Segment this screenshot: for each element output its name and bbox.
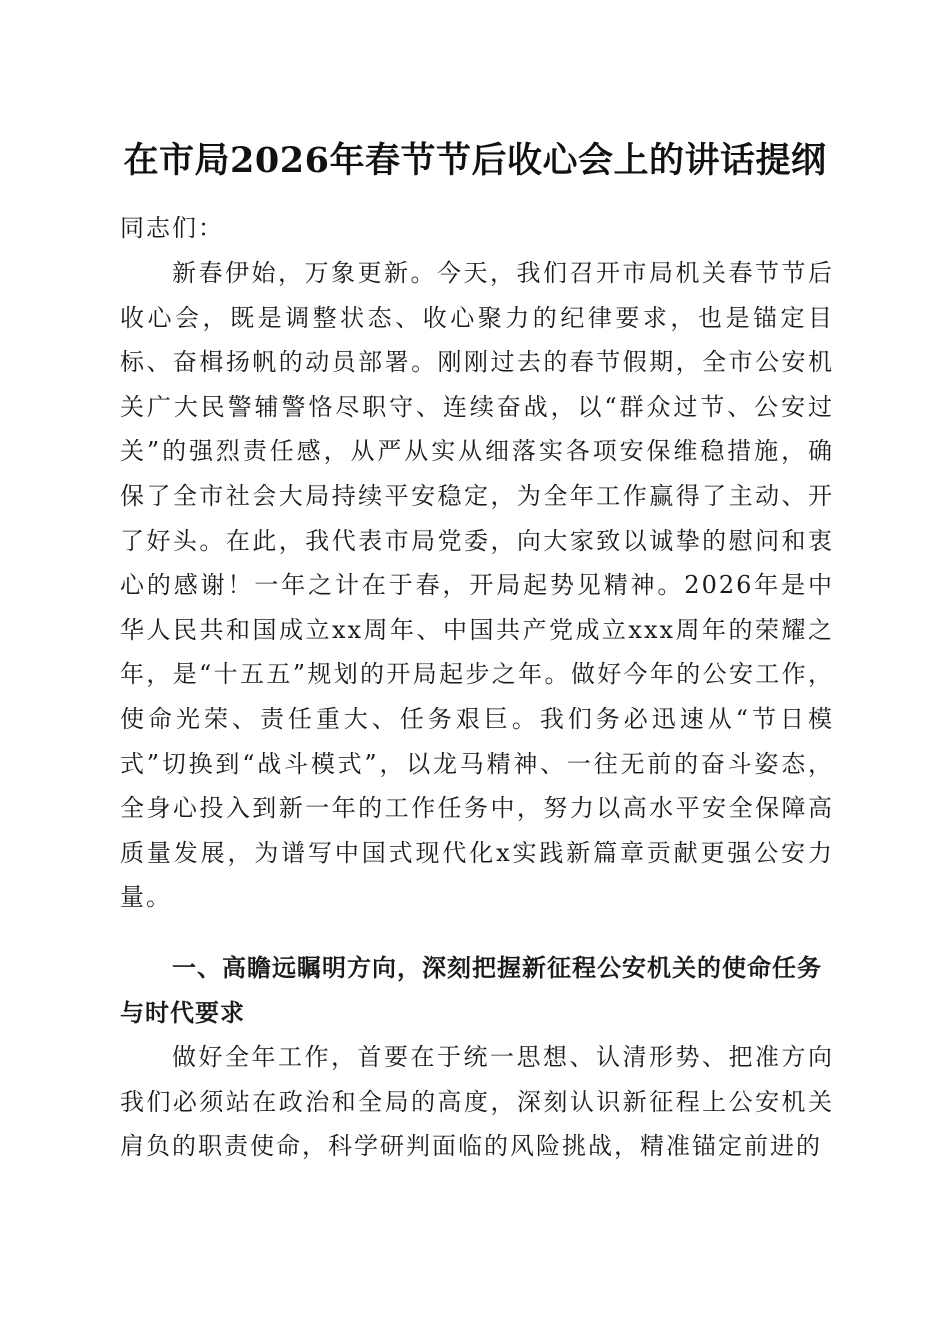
salutation: 同志们： <box>120 214 224 242</box>
document-title: 在市局2026年春节节后收心会上的讲话提纲 <box>123 140 827 181</box>
section-1-paragraph: 做好全年工作，首要在于统一思想、认清形势、把准方向我们必须站在政治和全局的高度，深刻认识新征程上公安机关肩负的职责使命，科学研判面临的风险挑战，精准锚定前进的 <box>120 1043 834 1161</box>
section-heading-1: 一、高瞻远瞩明方向，深刻把握新征程公安机关的使命任务与时代要求 <box>120 954 822 1027</box>
intro-paragraph: 新春伊始，万象更新。今天，我们召开市局机关春节节后收心会，既是调整状态、收心聚力的纪律要求，也是锚定目标、奋楫扬帆的动员部署。刚刚过去的春节假期，全市公安机关广大民警辅警恪尽职守、连续奋战，以“群众过节、公安过关”的强烈责任感，从严从实从细落实各项安保维稳措施，确保了全市社会大局持续平安稳定，为全年工作赢得了主动、开了好头。在此，我代表市局党委，向大家致以诚挚的慰问和衷心的感谢！一年之计在于春，开局起势见精神。2026年是中华人民共和国成立xx周年、中国共产党成立xxx周年的荣耀之年，是“十五五”规划的开局起步之年。做好今年的公安工作，使命光荣、责任重大、任务艰巨。我们务必迅速从“节日模式”切换到“战斗模式”，以龙马精神、一往无前的奋斗姿态，全身心投入到新一年的工作任务中，努力以高水平安全保障高质量发展，为谱写中国式现代化x实践新篇章贡献更强公安力量。 <box>120 259 834 912</box>
